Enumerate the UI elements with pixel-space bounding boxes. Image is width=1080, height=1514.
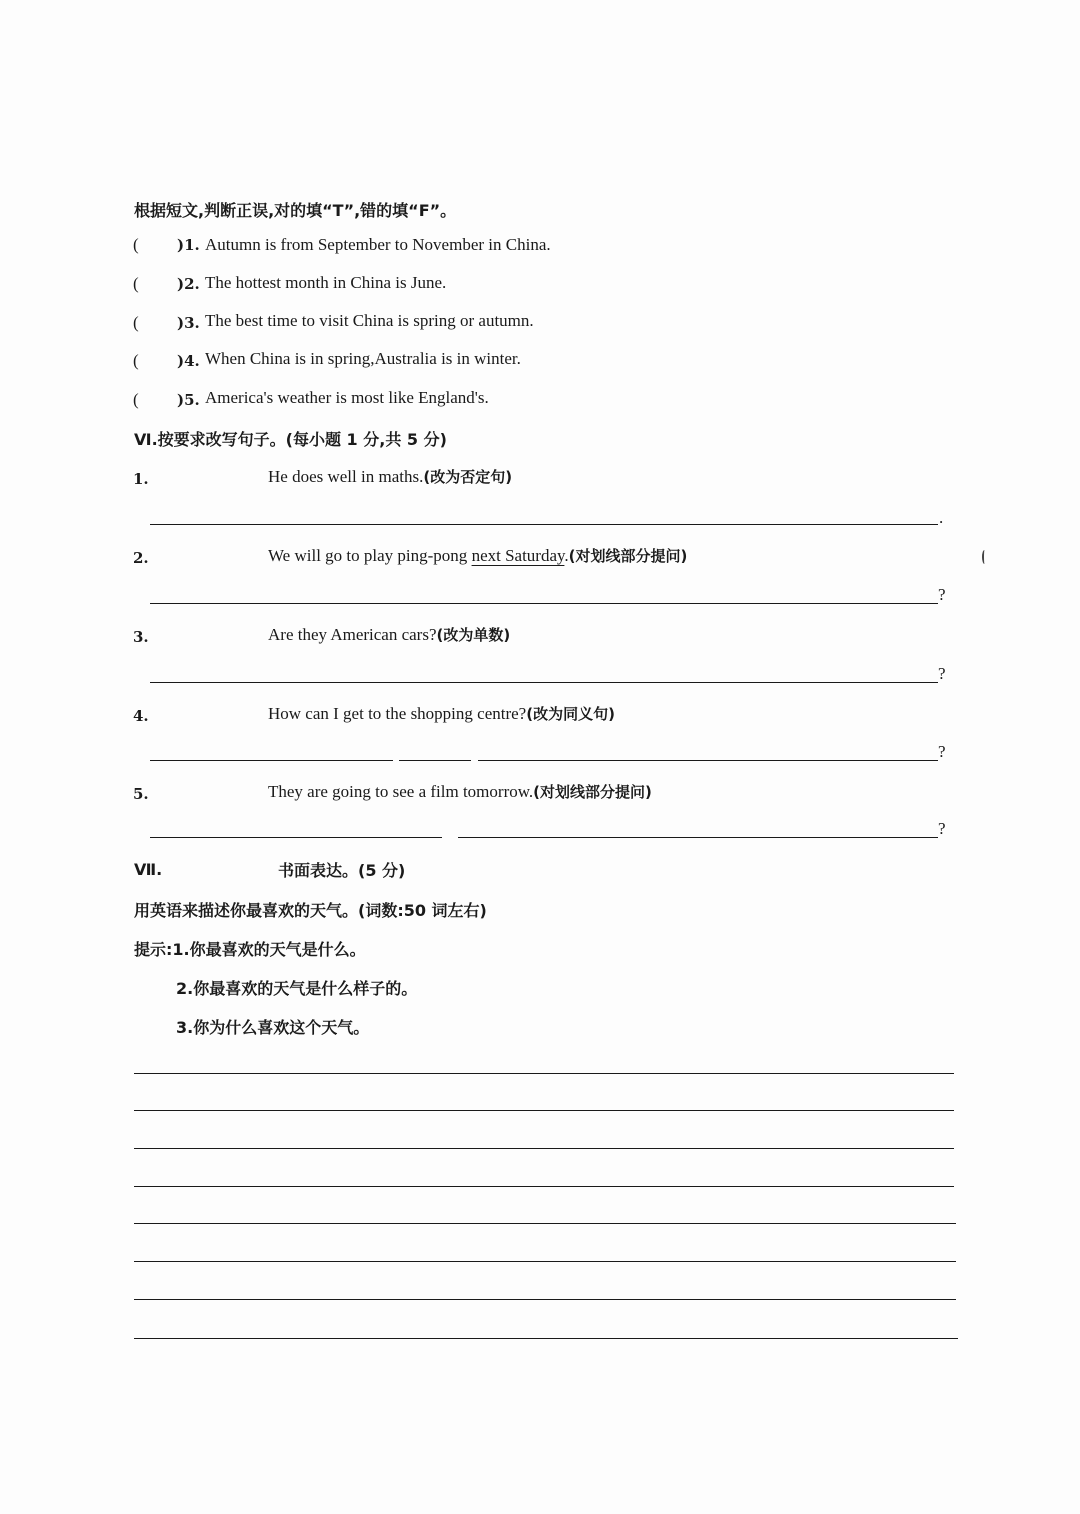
writing-hint: 3.你为什么喜欢这个天气。 [176, 1018, 370, 1037]
question-instruction: (对划线部分提问) [533, 783, 652, 801]
end-mark: ? [938, 664, 946, 683]
tf-number: )3. [177, 314, 200, 332]
composition-line[interactable] [134, 1338, 958, 1339]
tf-statement: When China is in spring,Australia is in winter. [205, 349, 521, 368]
end-mark: ? [938, 819, 946, 838]
answer-line[interactable] [150, 837, 442, 838]
tf-number: )5. [177, 391, 200, 409]
composition-line[interactable] [134, 1148, 954, 1149]
tf-statement: Autumn is from September to November in China. [205, 235, 551, 254]
tf-instruction: 根据短文,判断正误,对的填“T”,错的填“F”。 [134, 201, 457, 220]
answer-line[interactable] [399, 760, 471, 761]
composition-line[interactable] [134, 1223, 956, 1224]
composition-line[interactable] [134, 1186, 954, 1187]
answer-line[interactable] [150, 682, 938, 683]
question-sentence: How can I get to the shopping centre?(改为同义句) [268, 704, 615, 723]
end-mark: . [939, 508, 944, 527]
question-instruction: (改为单数) [436, 626, 511, 644]
tf-blank-open: ( [133, 235, 139, 254]
rewrite-heading: Ⅵ.按要求改写句子。(每小题 1 分,共 5 分) [134, 430, 447, 449]
tf-number: )2. [177, 275, 200, 293]
composition-line[interactable] [134, 1299, 956, 1300]
end-mark: ? [938, 742, 946, 761]
writing-title: 书面表达。(5 分) [278, 861, 406, 880]
tf-blank-open: ( [133, 351, 139, 370]
scan-artifact-mark [982, 550, 987, 564]
underlined-phrase: next Saturday [471, 546, 565, 565]
question-sentence: He does well in maths.(改为否定句) [268, 467, 513, 486]
tf-statement: The best time to visit China is spring or autumn. [205, 311, 534, 330]
question-number: 1. [133, 470, 149, 488]
tf-blank-open: ( [133, 274, 139, 293]
composition-line[interactable] [134, 1110, 954, 1111]
answer-line[interactable] [458, 837, 938, 838]
answer-line[interactable] [150, 603, 938, 604]
tf-statement: The hottest month in China is June. [205, 273, 447, 292]
section-numeral: Ⅶ. [134, 860, 163, 879]
tf-number: )1. [177, 236, 200, 254]
tf-blank-open: ( [133, 390, 139, 409]
composition-line[interactable] [134, 1261, 956, 1262]
question-number: 5. [133, 785, 149, 803]
writing-hint: 2.你最喜欢的天气是什么样子的。 [176, 979, 418, 998]
question-number: 3. [133, 628, 149, 646]
writing-hint: 提示:1.你最喜欢的天气是什么。 [134, 940, 366, 959]
composition-line[interactable] [134, 1073, 954, 1074]
end-mark: ? [938, 585, 946, 604]
tf-blank-open: ( [133, 313, 139, 332]
tf-number: )4. [177, 352, 200, 370]
question-instruction: (改为同义句) [526, 705, 615, 723]
question-sentence: They are going to see a film tomorrow.(对划线部分提问) [268, 782, 652, 801]
question-sentence: We will go to play ping-pong next Saturday.(对划线部分提问) [268, 546, 688, 565]
question-instruction: (改为否定句) [423, 468, 513, 486]
writing-prompt: 用英语来描述你最喜欢的天气。(词数:50 词左右) [134, 901, 487, 920]
question-sentence: Are they American cars?(改为单数) [268, 625, 511, 644]
tf-statement: America's weather is most like England's. [205, 388, 489, 407]
answer-line[interactable] [478, 760, 938, 761]
question-number: 2. [133, 549, 149, 567]
answer-line[interactable] [150, 524, 938, 525]
question-instruction: (对划线部分提问) [568, 547, 688, 565]
question-number: 4. [133, 707, 149, 725]
answer-line[interactable] [150, 760, 393, 761]
